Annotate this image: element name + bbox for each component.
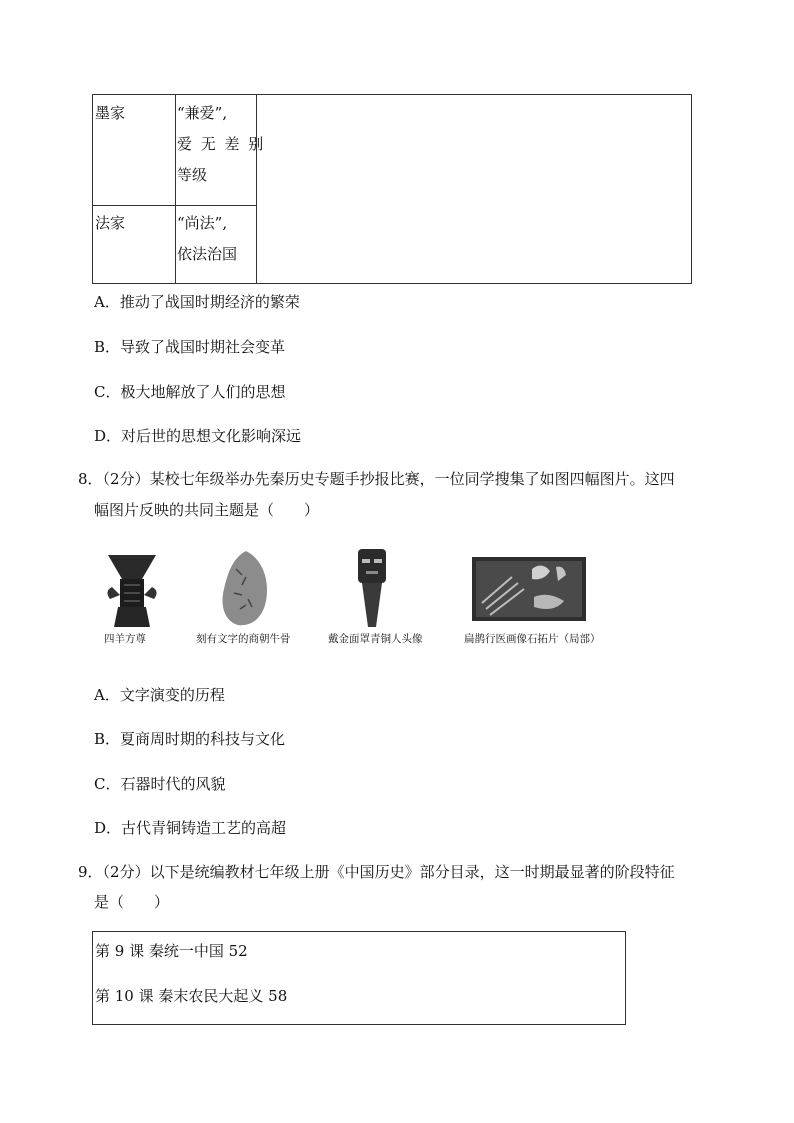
- q7-option-a[interactable]: A．推动了战国时期经济的繁荣: [94, 293, 300, 311]
- image-caption: 四羊方尊: [104, 633, 146, 645]
- q8-stem-line1: 8．（2分）某校七年级举办先秦历史专题手抄报比赛，一位同学搜集了如图四幅图片。这四: [78, 470, 675, 488]
- table-cell-idea: 等级: [177, 166, 208, 184]
- q7-option-d[interactable]: D．对后世的思想文化影响深远: [94, 427, 302, 445]
- bronze-head-image: [350, 547, 394, 631]
- image-caption: 扁鹊行医画像石拓片（局部）: [464, 633, 601, 645]
- table-cell-idea: “兼爱”,: [177, 104, 228, 122]
- q8-image-strip: [96, 543, 608, 655]
- image-caption: 戴金面罩青铜人头像: [328, 633, 423, 645]
- table-divider: [256, 95, 257, 283]
- table-divider: [175, 95, 176, 283]
- q7-option-c[interactable]: C．极大地解放了人们的思想: [94, 383, 286, 401]
- schools-table: [92, 94, 692, 284]
- table-cell-idea: “尚法”,: [177, 214, 228, 232]
- table-cell-school: 法家: [95, 214, 126, 232]
- oracle-bone-image: [216, 549, 272, 629]
- q7-option-b[interactable]: B．导致了战国时期社会变革: [94, 338, 286, 356]
- q8-option-a[interactable]: A．文字演变的历程: [94, 686, 225, 704]
- toc-entry: 第 10 课 秦末农民大起义 58: [95, 987, 288, 1005]
- q9-stem-line2: 是（ ）: [94, 893, 170, 911]
- q8-option-c[interactable]: C．石器时代的风貌: [94, 775, 226, 793]
- q8-option-d[interactable]: D．古代青铜铸造工艺的高超: [94, 819, 287, 837]
- table-divider: [93, 205, 256, 206]
- image-caption: 刻有文字的商朝牛骨: [196, 633, 291, 645]
- toc-entry: 第 9 课 秦统一中国 52: [95, 942, 248, 960]
- bronze-zun-image: [102, 553, 162, 629]
- stone-rubbing-image: [472, 557, 586, 621]
- table-cell-idea: 依法治国: [177, 245, 238, 263]
- q8-stem-line2: 幅图片反映的共同主题是（ ）: [94, 501, 320, 519]
- table-cell-school: 墨家: [95, 104, 126, 122]
- q9-toc-box: [92, 931, 626, 1025]
- q9-stem-line1: 9．（2分）以下是统编教材七年级上册《中国历史》部分目录，这一时期最显著的阶段特征: [78, 863, 675, 881]
- table-cell-idea: 爱 无 差 别: [177, 135, 266, 153]
- q8-option-b[interactable]: B．夏商周时期的科技与文化: [94, 730, 286, 748]
